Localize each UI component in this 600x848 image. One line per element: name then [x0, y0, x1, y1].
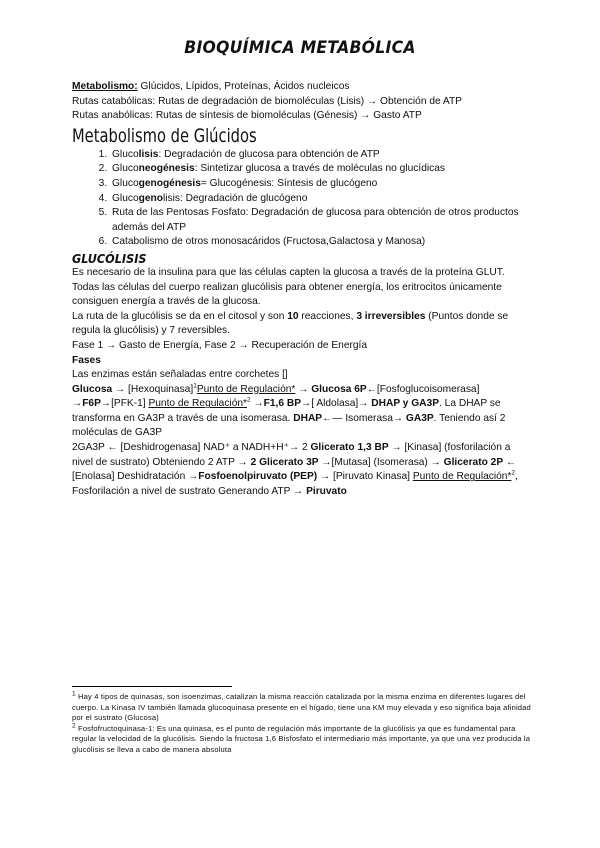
- metabolismo-label: Metabolismo:: [72, 81, 138, 92]
- document-body: [72, 80, 532, 499]
- enzimas-note: Las enzimas están señaladas entre corchetes []: [72, 369, 288, 381]
- glucolisis-route: La ruta de la glucólisis se da en el citosol y son 10 reacciones, 3 irreversibles (Puntos donde se regula la glucólisis) y 7 reversibles.: [72, 310, 509, 337]
- list-item: 1. Glucolisis: Degradación de glucosa para obtención de ATP: [110, 148, 532, 163]
- glucolisis-intro: Es necesario de la insulina para que las células capten la glucosa a través de la proteína GLUT. Todas las células del cuerpo realizan glucólisis para obtener energía, los eritrocitos únicamente consiguen energía a través de la glucosa.: [72, 266, 505, 308]
- list-item: 3. Glucogenogénesis= Glucogénesis: Síntesis de glucógeno: [110, 177, 532, 192]
- glucolisis-steps-1: Glucosa → [Hexoquinasa]$^1$Punto de Regulación* → Glucosa 6P←[Fosfoglucoisomerasa] →F6P→[PFK-1] Punto de Regulación*$^2$ →F1,6 BP→[ Aldolasa]→ DHAP y GA3P. La DHAP se transforma en GA3P a través de una isomerasa. DHAP←— Isomerasa→ GA3P. Teniendo así 2 moléculas de GA3P: [72, 382, 506, 439]
- metabolism-list: [72, 148, 532, 250]
- glucolisis-steps-2: 2GA3P ← [Deshidrogenasa] NAD⁺ a NADH+H⁺→ 2 Glicerato 1,3 BP → [Kinasa] (fosforilación a nivel de sustrato) Obteniendo 2 ATP → 2 Glicerato 3P →[Mutasa] (Isomerasa) → Glicerato 2P ← [Enolasa] Deshidratación →Fosfoenolpiruvato (PEP) → [Piruvato Kinasa] Punto de Regulación*$^2$, Fosforilación a nivel de sustrato Generando ATP → Piruvato: [72, 442, 518, 497]
- catabolic-routes: Rutas catabólicas: Rutas de degradación de biomoléculas (Lisis) → Obtención de ATP: [72, 95, 462, 107]
- glucolisis-heading: GLUCÓLISIS: [72, 250, 147, 266]
- list-item: 5. Ruta de las Pentosas Fosfato: Degradación de glucosa para obtención de otros productos además del ATP: [110, 206, 532, 235]
- document-title: BIOQUÍMICA METABÓLICA: [184, 38, 416, 58]
- footnote-divider: [72, 686, 232, 687]
- footnotes: [72, 692, 532, 756]
- fases-heading: Fases: [72, 354, 101, 366]
- fases-line: Fase 1 → Gasto de Energía, Fase 2 → Recuperación de Energía: [72, 339, 368, 351]
- footnote-1: $^1$ Hay 4 tipos de quinasas, son isoenzimas, catalizan la misma reacción catalizada por la misma enzima en diferentes lugares del cuerpo. La Kinasa IV también llamada glucoquinasa presente en el hígado, tiene una KM muy elevada y eso significa baja afinidad por el sustrato (Glucosa): [72, 690, 531, 723]
- list-item: 4. Glucogenolisis: Degradación de glucógeno: [110, 192, 532, 207]
- list-item: 6. Catabolismo de otros monosacáridos (Fructosa,Galactosa y Manosa): [110, 235, 532, 250]
- list-item: 2. Gluconeogénesis: Sintetizar glucosa a través de moléculas no glucídicas: [110, 162, 532, 177]
- anabolic-routes: Rutas anabólicas: Rutas de síntesis de biomoléculas (Génesis) → Gasto ATP: [72, 110, 422, 122]
- metabolismo-text: Glúcidos, Lípidos, Proteínas, Ácidos nucleicos: [137, 81, 350, 92]
- section-heading: Metabolismo de Glúcidos: [72, 124, 257, 147]
- metabolismo-line: [72, 80, 532, 95]
- footnote-2: $^2$ Fosfofructoquinasa-1: Es una quinasa, es el punto de regulación más importante de la glucólisis ya que es fundamental para regular la velocidad de la glucólisis. Siendo la fructosa 1,6 Bisfosfato el intermediario más importante, ya que una vez producida la glucólisis se lleva a cabo de manera absoluta: [72, 722, 531, 754]
